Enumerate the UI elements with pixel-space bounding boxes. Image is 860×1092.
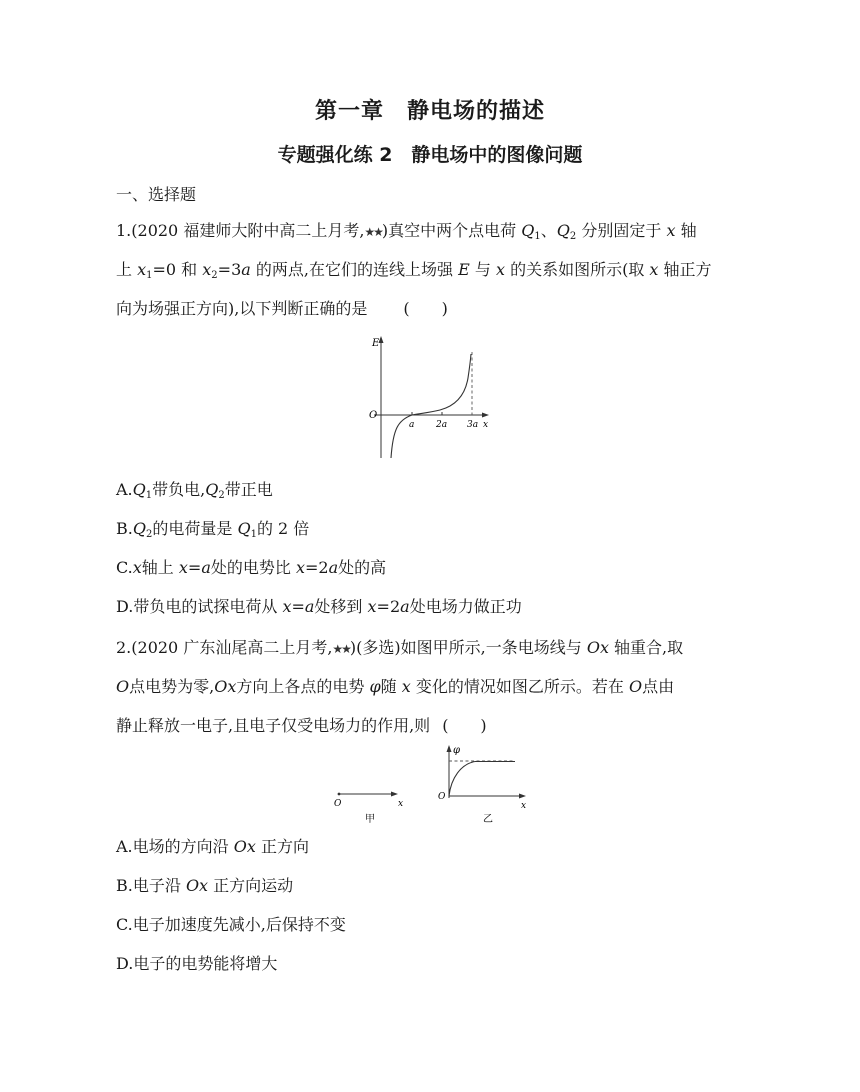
q2-line-3: 静止释放一电子,且电子仅受电场力的作用,则 ( ) xyxy=(116,716,487,735)
q1-option-b: $B.Q_2$的电荷量是 $Q_1$的 2 倍 xyxy=(116,519,310,540)
graph-y-label: E xyxy=(372,338,380,349)
q1-option-c: C.x轴上 x=a处的电势比 x=2a处的高 xyxy=(116,558,387,577)
q1-line-1: 1.(2020 福建师大附中高二上月考,★★)真空中两个点电荷 $Q_1$、$Q_2$ 分别固定于 x 轴 xyxy=(116,221,697,242)
yi-x-label: x xyxy=(521,801,527,811)
answer-blank: ( ) xyxy=(403,299,448,318)
jia-x-label: x xyxy=(398,799,404,809)
graph-tick-3a: 3a xyxy=(467,420,479,430)
q2-number: 2. xyxy=(116,638,132,657)
difficulty-stars-icon: ★★ xyxy=(364,225,382,239)
q2-source: (2020 广东汕尾高二上月考, xyxy=(131,638,333,657)
q2-option-b: B.电子沿 Ox 正方向运动 xyxy=(116,876,294,895)
jia-caption: 甲 xyxy=(365,814,375,825)
q2-option-c: C.电子加速度先减小,后保持不变 xyxy=(116,915,346,934)
difficulty-stars-icon: ★★ xyxy=(332,642,350,656)
q1-option-a: $A.Q_1$带负电$,Q_2$带正电 xyxy=(116,480,273,501)
q2-line-2: O点电势为零,Ox方向上各点的电势 φ随 x 变化的情况如图乙所示。若在 O点由 xyxy=(116,677,675,696)
graph-tick-a: a xyxy=(409,420,415,430)
q2-figures xyxy=(325,742,535,826)
section-label: 一、选择题 xyxy=(116,185,197,204)
graph-tick-2a: 2a xyxy=(436,420,448,430)
q2-option-a: A.电场的方向沿 Ox 正方向 xyxy=(116,837,309,856)
graph-x-label: x xyxy=(483,420,489,430)
answer-blank: ( ) xyxy=(442,716,487,735)
chapter-title: 第一章 静电场的描述 xyxy=(314,99,545,124)
yi-origin: O xyxy=(438,792,446,802)
jia-origin: O xyxy=(334,799,342,809)
figure-yi xyxy=(438,745,526,825)
section-title: 专题强化练 2 静电场中的图像问题 xyxy=(277,144,583,166)
q1-source: (2020 福建师大附中高二上月考, xyxy=(131,221,365,240)
q1-line-2: 上 $x_1=0$ 和 $x_2=3a$ 的两点,在它们的连线上场强 E 与 x 的关系如图所示(取 x 轴正方 xyxy=(116,260,712,281)
q1-line-3: 向为场强正方向),以下判断正确的是 ( ) xyxy=(116,299,448,318)
yi-y-label: φ xyxy=(453,745,461,756)
q1-option-d: D.带负电的试探电荷从 x=a处移到 x=2a处电场力做正功 xyxy=(116,597,522,616)
q2-option-d: D.电子的电势能将增大 xyxy=(116,954,278,973)
q1-number: 1. xyxy=(116,221,132,240)
graph-origin: O xyxy=(369,410,378,421)
yi-caption: 乙 xyxy=(483,814,493,825)
q1-e-x-graph xyxy=(360,334,500,462)
q2-line-1: 2.(2020 广东汕尾高二上月考,★★)(多选)如图甲所示,一条电场线与 Ox 轴重合,取 xyxy=(116,638,684,657)
figure-jia xyxy=(334,792,403,826)
